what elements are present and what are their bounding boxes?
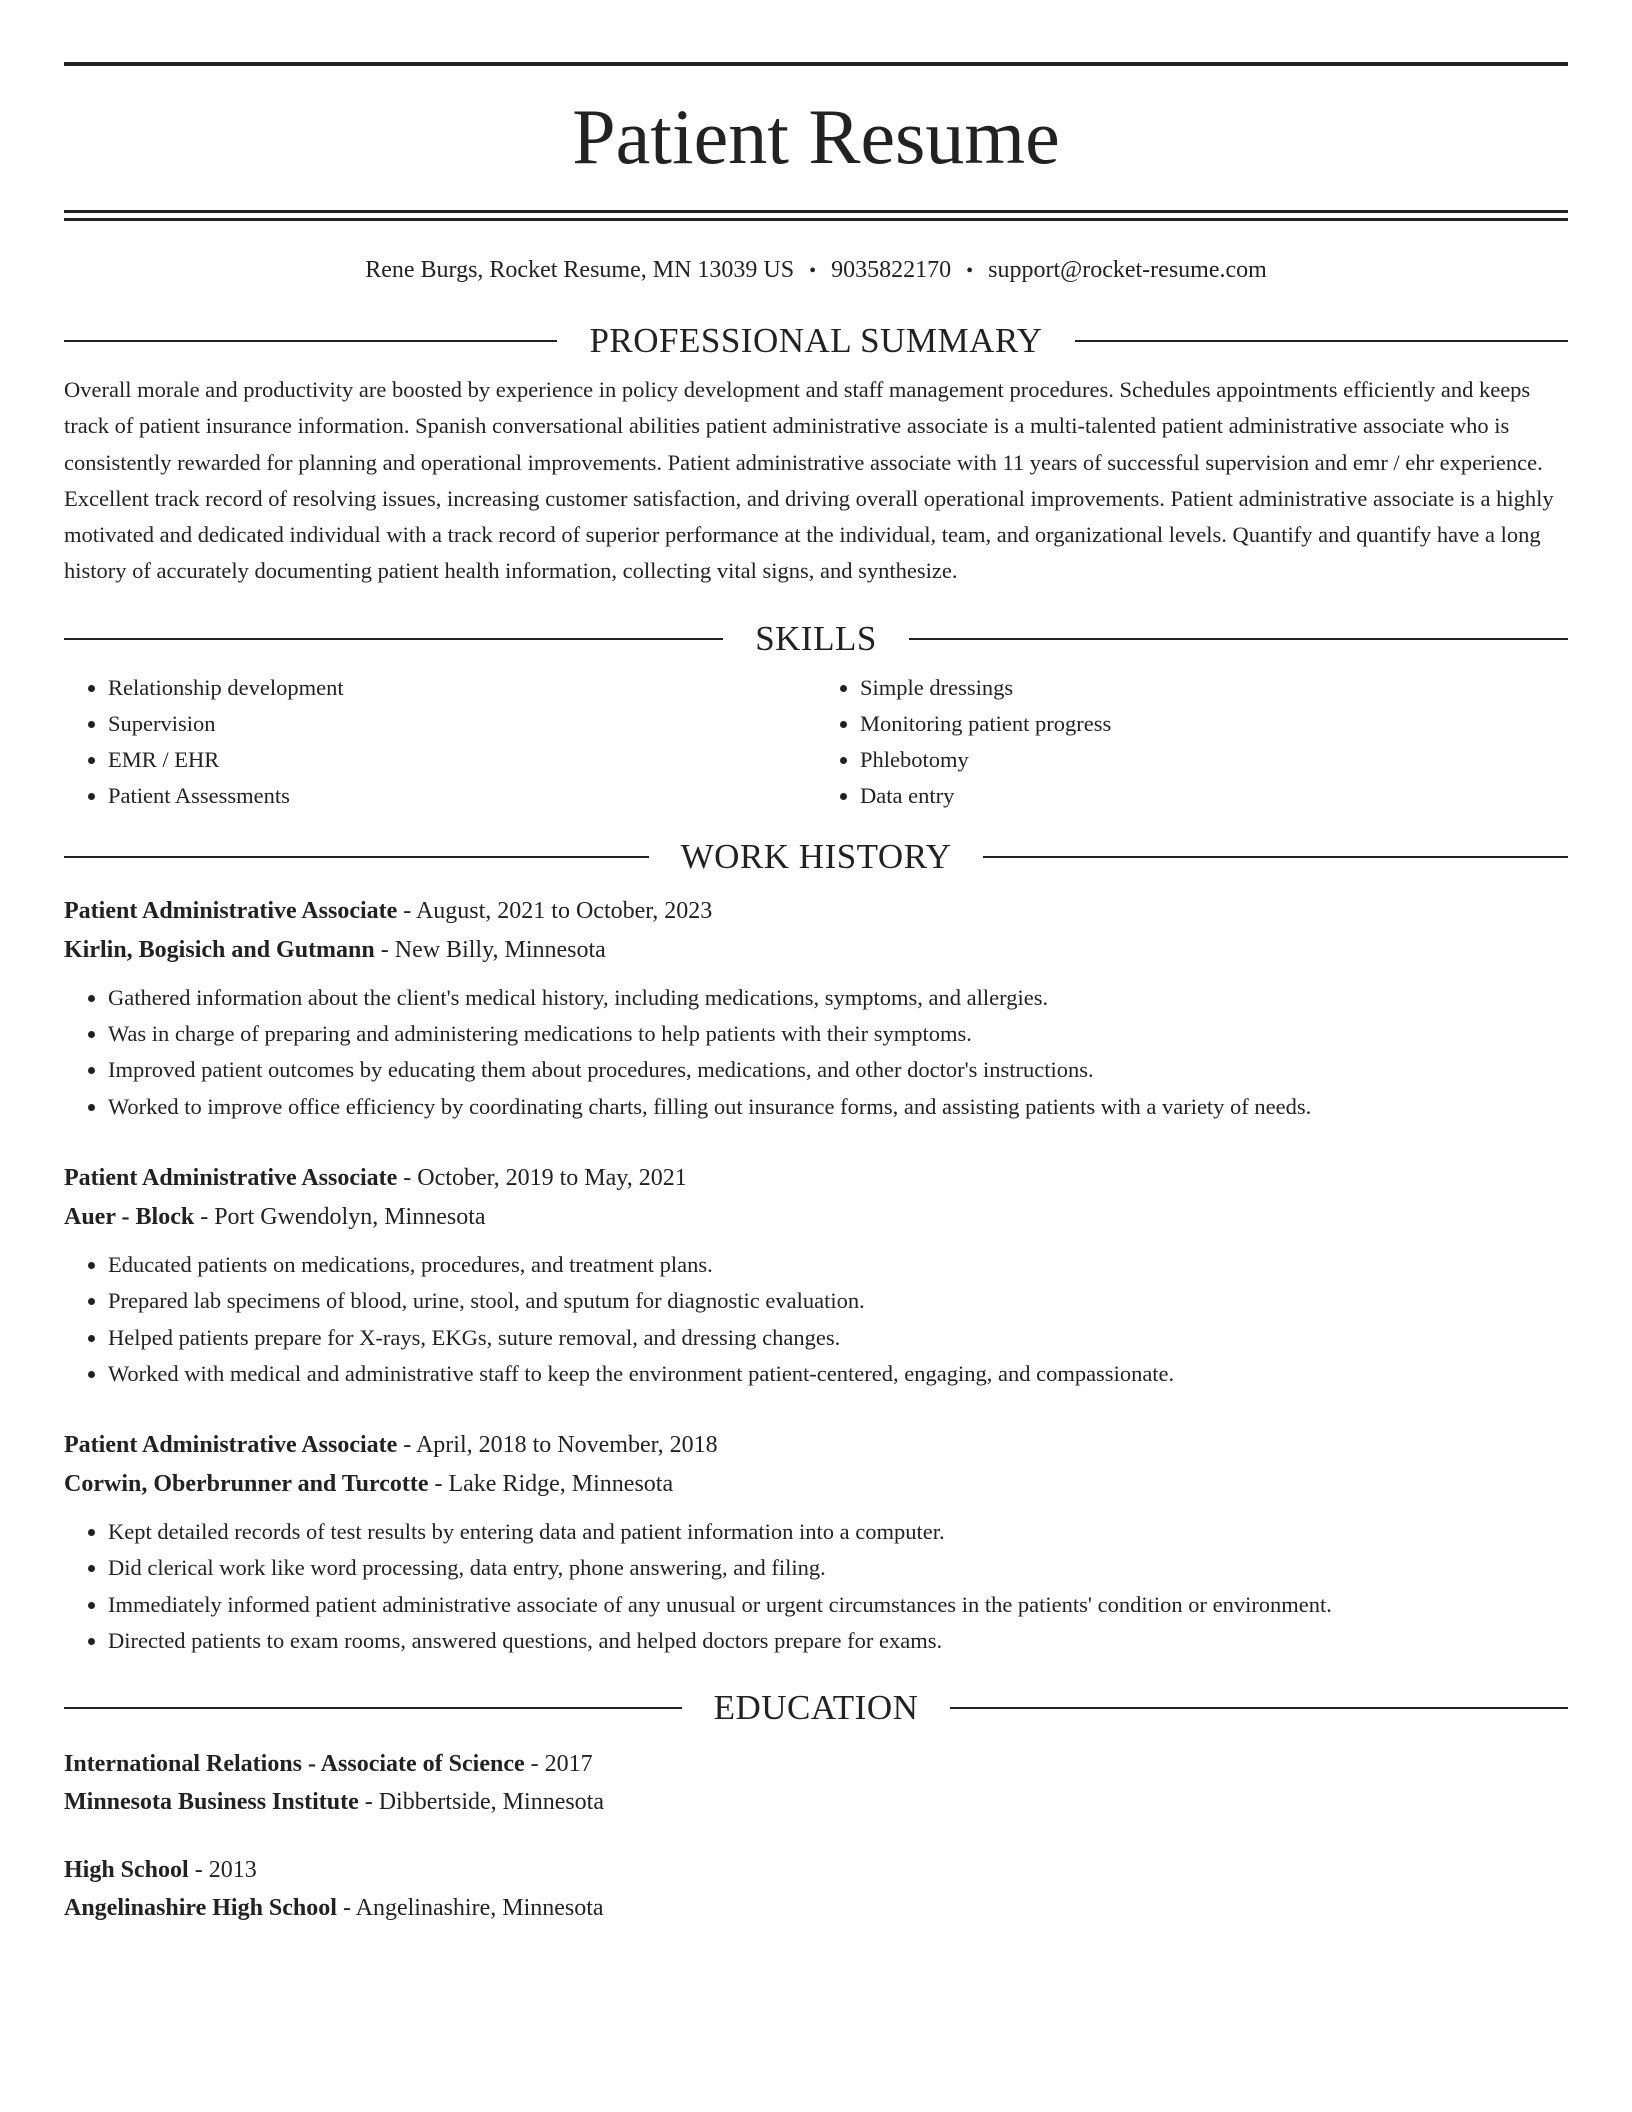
- section-heading-summary: [64, 320, 1568, 362]
- heading-rule: [909, 638, 1568, 640]
- job-location: - Port Gwendolyn, Minnesota: [194, 1203, 486, 1230]
- job-entry: [64, 1159, 1568, 1392]
- contact-address: Rene Burgs, Rocket Resume, MN 13039 US: [365, 257, 795, 283]
- heading-rule: [64, 340, 557, 342]
- contact-email: support@rocket-resume.com: [988, 257, 1267, 283]
- heading-rule: [64, 638, 723, 640]
- section-heading-education: [64, 1687, 1568, 1729]
- summary-text: Overall morale and productivity are boosted by experience in policy development and staff management procedures. Schedules appointments efficiently and keeps track of patient insurance information. Spanish conversational abilities patient administrative associate is a multi-talented patient administrative associate who is consistently rewarded for planning and operational improvements. Patient administrative associate with 11 years of successful supervision and emr / ehr experience. Excellent track record of resolving issues, increasing customer satisfaction, and driving overall operational improvements. Patient administrative associate is a highly motivated and dedicated individual with a track record of superior performance at the individual, team, and organizational levels. Quantify and quantify have a long history of accurately documenting patient health information, collecting vital signs, and synthesize.: [64, 377, 1554, 584]
- section-heading-skills: [64, 618, 1568, 660]
- job-dates: - August, 2021 to October, 2023: [397, 897, 713, 924]
- section-heading-work: [64, 836, 1568, 878]
- education-entry: [64, 1745, 1568, 1821]
- job-location: - New Billy, Minnesota: [374, 936, 606, 963]
- education-school-line: [64, 1783, 1568, 1821]
- contact-line: [64, 255, 1568, 286]
- education-location: - Dibbertside, Minnesota: [358, 1789, 605, 1816]
- job-bullets: [64, 980, 1568, 1125]
- skill-item: • Supervision: [108, 706, 816, 742]
- education-degree-line: [64, 1745, 1568, 1783]
- skills-column-left: [64, 670, 816, 814]
- job-title: Patient Administrative Associate: [64, 1164, 398, 1191]
- job-bullet: • Directed patients to exam rooms, answered questions, and helped doctors prepare for exams.: [108, 1623, 1568, 1659]
- job-company-line: [64, 1465, 1568, 1504]
- education-degree-line: [64, 1851, 1568, 1889]
- education-entry: [64, 1851, 1568, 1927]
- job-bullet: • Prepared lab specimens of blood, urine, stool, and sputum for diagnostic evaluation.: [108, 1283, 1568, 1319]
- job-bullet: • Worked with medical and administrative staff to keep the environment patient-centered, engaging, and compassionate.: [108, 1356, 1568, 1392]
- skill-item: • Monitoring patient progress: [860, 706, 1568, 742]
- education-degree: International Relations - Associate of Science: [64, 1751, 525, 1778]
- heading-rule: [64, 856, 649, 858]
- job-title-line: [64, 1159, 1568, 1198]
- skill-item: • Patient Assessments: [108, 778, 816, 814]
- job-bullets: [64, 1514, 1568, 1659]
- education-year: - 2013: [188, 1857, 257, 1884]
- education-school: Angelinashire High School: [64, 1895, 337, 1922]
- job-entry: [64, 1426, 1568, 1659]
- title-double-rule: [64, 210, 1568, 221]
- job-company: Kirlin, Bogisich and Gutmann: [64, 936, 375, 963]
- skill-item: • Data entry: [860, 778, 1568, 814]
- job-dates: - October, 2019 to May, 2021: [397, 1164, 687, 1191]
- skill-item: • EMR / EHR: [108, 742, 816, 778]
- job-title: Patient Administrative Associate: [64, 897, 398, 924]
- job-bullet: • Improved patient outcomes by educating them about procedures, medications, and other doctor's instructions.: [108, 1052, 1568, 1088]
- heading-rule: [983, 856, 1568, 858]
- education-school: Minnesota Business Institute: [64, 1789, 359, 1816]
- contact-separator: •: [966, 260, 974, 282]
- job-entry: [64, 892, 1568, 1125]
- job-bullet: • Immediately informed patient administrative associate of any unusual or urgent circumstances in the patients' condition or environment.: [108, 1587, 1568, 1623]
- job-bullet: • Gathered information about the client's medical history, including medications, symptoms, and allergies.: [108, 980, 1568, 1016]
- job-company-line: [64, 931, 1568, 970]
- education-school-line: [64, 1889, 1568, 1927]
- page-title: Patient Resume: [572, 93, 1060, 180]
- job-title-line: [64, 892, 1568, 931]
- job-bullet: • Helped patients prepare for X-rays, EKGs, suture removal, and dressing changes.: [108, 1320, 1568, 1356]
- skill-item: • Simple dressings: [860, 670, 1568, 706]
- contact-separator: •: [809, 260, 817, 282]
- education-location: - Angelinashire, Minnesota: [336, 1895, 604, 1922]
- job-bullet: • Worked to improve office efficiency by coordinating charts, filling out insurance forms, and assisting patients with a variety of needs.: [108, 1089, 1568, 1125]
- job-bullets: [64, 1247, 1568, 1392]
- heading-rule: [64, 1707, 682, 1709]
- section-title: PROFESSIONAL SUMMARY: [589, 321, 1043, 360]
- skill-item: • Relationship development: [108, 670, 816, 706]
- heading-rule: [950, 1707, 1568, 1709]
- education-degree: High School: [64, 1857, 189, 1884]
- contact-phone: 9035822170: [831, 257, 952, 283]
- job-bullet: • Did clerical work like word processing, data entry, phone answering, and filing.: [108, 1550, 1568, 1586]
- section-title: EDUCATION: [713, 1688, 919, 1728]
- job-bullet: • Kept detailed records of test results by entering data and patient information into a computer.: [108, 1514, 1568, 1550]
- job-title: Patient Administrative Associate: [64, 1432, 398, 1459]
- skills-column-right: [816, 670, 1568, 814]
- section-title: SKILLS: [755, 618, 877, 658]
- job-bullet: • Was in charge of preparing and administering medications to help patients with their symptoms.: [108, 1016, 1568, 1052]
- skill-item: • Phlebotomy: [860, 742, 1568, 778]
- skills-list: [64, 670, 1568, 814]
- heading-rule: [1075, 340, 1568, 342]
- section-title: WORK HISTORY: [680, 836, 952, 876]
- top-rule: [64, 62, 1568, 66]
- job-company-line: [64, 1198, 1568, 1237]
- job-title-line: [64, 1426, 1568, 1465]
- job-company: Corwin, Oberbrunner and Turcotte: [64, 1471, 429, 1498]
- job-location: - Lake Ridge, Minnesota: [428, 1471, 674, 1498]
- job-bullet: • Educated patients on medications, procedures, and treatment plans.: [108, 1247, 1568, 1283]
- job-company: Auer - Block: [64, 1203, 195, 1230]
- education-year: - 2017: [524, 1751, 593, 1778]
- job-dates: - April, 2018 to November, 2018: [397, 1432, 718, 1459]
